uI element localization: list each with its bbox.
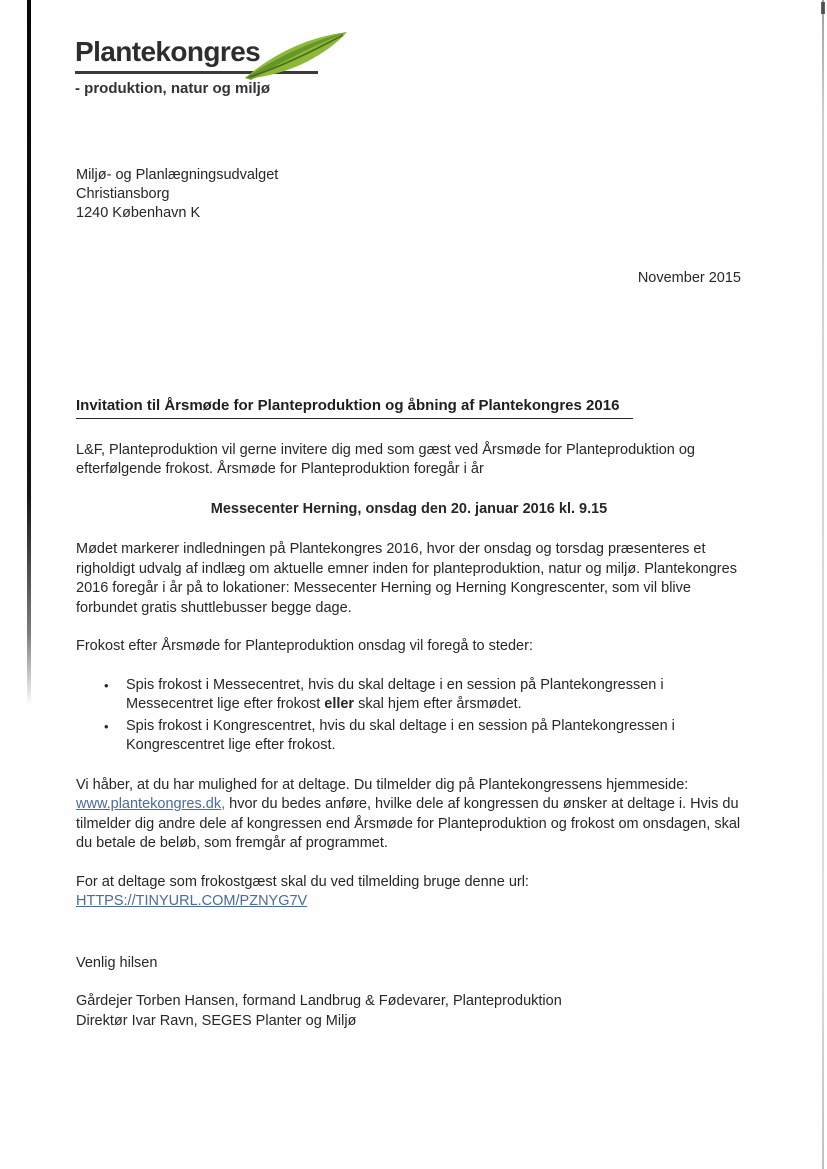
letter-heading: Invitation til Årsmøde for Planteproduktion og åbning af Plantekongres 2016 [76, 396, 633, 419]
tinyurl-registration-link[interactable]: HTTPS://TINYURL.COM/PZNYG7V [76, 893, 308, 909]
paragraph-lunch-intro: Frokost efter Årsmøde for Planteproduktion onsdag vil foregå to steder: [76, 638, 533, 654]
logo-tagline: - produktion, natur og miljø [75, 80, 270, 97]
event-details-line: Messecenter Herning, onsdag den 20. januar 2016 kl. 9.15 [210, 500, 608, 517]
bullet1-text-pre: Spis frokost i Messecentret, hvis du skal deltage i en session på Plantekongressen i Messecentret lige efter frokost [126, 676, 664, 712]
closing-salutation: Venlig hilsen [76, 954, 158, 971]
bullet1-text-post: skal hjem efter årsmødet. [354, 696, 522, 712]
signature-line-1: Gårdejer Torben Hansen, formand Landbrug & Fødevarer, Planteproduktion [76, 993, 562, 1009]
logo-title: Plantekongres [75, 36, 261, 67]
letter-date: November 2015 [637, 270, 741, 286]
recipient-line-2: Christiansborg [76, 186, 170, 202]
letter-body [76, 396, 742, 1031]
signature-line-2: Direktør Ivar Ravn, SEGES Planter og Miljø [76, 1012, 357, 1029]
paragraph-guest-url-intro: For at deltage som frokostgæst skal du ved tilmelding bruge denne url: [76, 873, 529, 890]
registration-text-post: hvor du bedes anføre, hvilke dele af kongressen du ønsker at deltage i. Hvis du tilmelder dig andre dele af kongressen end Årsmøde for Planteproduktion og frokost om onsdagen, skal du betale de beløb, som fremgår af programmet. [76, 796, 741, 851]
signature-block [76, 992, 742, 1031]
paragraph-intro: L&F, Planteproduktion vil gerne invitere dig med som gæst ved Årsmøde for Planteproduktion og efterfølgende frokost. Årsmøde for Planteproduktion foregår i år [76, 441, 695, 477]
lunch-options-list [102, 676, 742, 756]
plantekongres-logo [75, 36, 415, 97]
recipient-line-1: Miljø- og Planlægningsudvalget [76, 167, 279, 183]
logo-underline [75, 36, 318, 74]
bullet1-bold-word: eller [324, 696, 355, 712]
scan-artifact-top-right-mark [821, 2, 825, 14]
scan-artifact-right-line [822, 0, 824, 1169]
registration-text-pre: Vi håber, at du har mulighed for at deltage. Du tilmelder dig på Plantekongressens hjemmeside: [76, 776, 689, 793]
scan-artifact-left-bar [27, 0, 31, 705]
leaf-icon [243, 30, 351, 82]
recipient-line-3: 1240 København K [76, 205, 201, 221]
recipient-address [76, 166, 278, 223]
plantekongres-website-link[interactable]: www.plantekongres.dk, [76, 796, 226, 812]
list-item-lunch-kongrescentret: • Spis frokost i Kongrescentret, hvis du skal deltage i en session på Plantekongressen i Kongrescentret lige efter frokost. [102, 717, 742, 756]
list-item-lunch-messecentret [102, 676, 742, 715]
paragraph-registration [76, 776, 742, 854]
paragraph-congress-info: Mødet markerer indledningen på Plantekongres 2016, hvor der onsdag og torsdag præsenteres et righoldigt udvalg af indlæg om aktuelle emner inden for planteproduktion, natur og miljø. Plantekongres 2016 foregår i år på to lokationer: Messecenter Herning og Herning Kongrescenter, som vil blive forbundet gratis shuttlebusser begge dage. [76, 541, 737, 616]
